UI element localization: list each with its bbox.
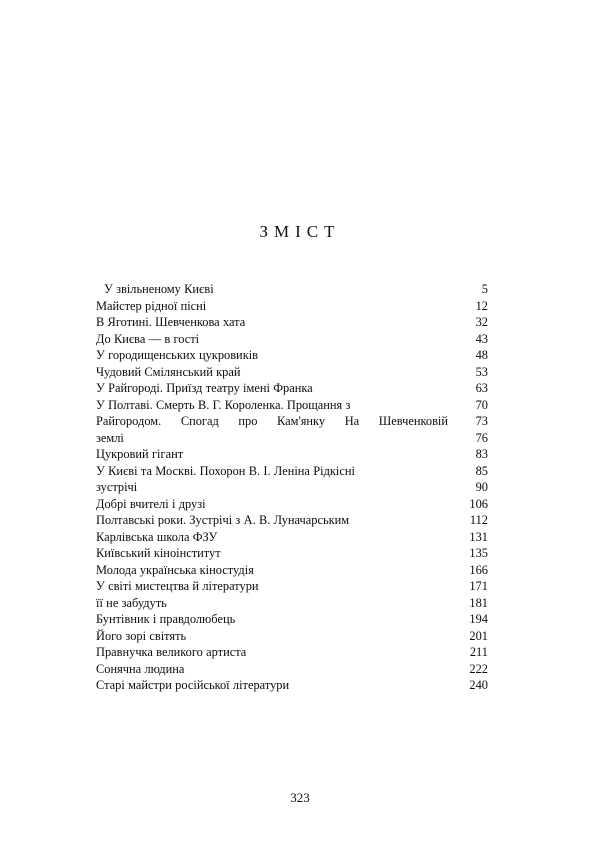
toc-entry-page-number: 135 — [469, 546, 488, 560]
toc-entry-page-number: 63 — [475, 381, 488, 395]
toc-entry-page-number: 32 — [475, 315, 488, 329]
toc-entry-page-number: 83 — [475, 447, 488, 461]
toc-entry-page-number: 90 — [475, 480, 488, 494]
toc-entry[interactable] — [96, 479, 488, 496]
page-number-folio: 323 — [290, 790, 310, 805]
toc-entry-label: Правнучка великого артиста — [96, 645, 247, 659]
toc-entry[interactable] — [96, 644, 488, 661]
toc-entry-label: Київський кіноінститут — [96, 546, 221, 560]
toc-entry[interactable] — [96, 677, 488, 694]
toc-entry[interactable] — [96, 611, 488, 628]
toc-entry-label: У Райгороді. Приїзд театру імені Франка — [96, 381, 313, 395]
toc-entry[interactable] — [96, 347, 488, 364]
toc-entry[interactable] — [96, 661, 488, 678]
toc-entry-page-number: 112 — [469, 513, 488, 527]
toc-entry[interactable] — [96, 496, 488, 513]
toc-entry[interactable] — [96, 331, 488, 348]
toc-entry-page-number: 222 — [469, 661, 488, 676]
toc-entry-label: Добрі вчителі і друзі — [96, 496, 206, 511]
toc-entry-page-number: 106 — [469, 496, 488, 511]
toc-entry-page-number: 201 — [469, 628, 488, 643]
toc-entry-label: До Києва — в гості — [96, 331, 200, 346]
toc-entry-page-number: 85 — [475, 463, 488, 478]
toc-entry-page-number: 211 — [469, 645, 488, 659]
toc-entry[interactable] — [96, 397, 488, 414]
toc-entry-page-number: 181 — [469, 595, 488, 610]
toc-entry[interactable] — [96, 364, 488, 381]
page-title: ЗМІСТ — [259, 222, 341, 241]
toc-entry-label: У світі мистецтва й літератури — [96, 579, 259, 593]
toc-entry[interactable] — [96, 430, 488, 447]
toc-entry[interactable] — [96, 446, 488, 463]
toc-entry[interactable] — [96, 595, 488, 612]
toc-entry-page-number: 171 — [469, 579, 488, 593]
toc-entry-page-number: 166 — [469, 562, 488, 577]
toc-entry-page-number: 5 — [481, 282, 488, 296]
toc-entry[interactable] — [96, 463, 488, 480]
toc-entry-page-number: 70 — [475, 397, 488, 412]
toc-list — [96, 281, 488, 694]
toc-entry-page-number: 131 — [469, 529, 488, 544]
toc-entry-page-number: 73 — [475, 414, 488, 428]
toc-entry-label: Карлівська школа ФЗУ — [96, 529, 218, 544]
toc-entry-page-number: 76 — [475, 430, 488, 445]
toc-entry-label: У Полтаві. Смерть В. Г. Короленка. Прощання з — [96, 397, 351, 412]
toc-entry-label: У звільненому Києві — [104, 282, 214, 296]
toc-entry[interactable] — [96, 529, 488, 546]
toc-entry-page-number: 43 — [475, 331, 488, 346]
toc-entry-label: Полтавські роки. Зустрічі з А. В. Луначарським — [96, 513, 350, 527]
toc-entry[interactable] — [96, 512, 488, 529]
toc-entry-label: Його зорі світять — [96, 628, 187, 643]
toc-entry-label: землі — [96, 430, 124, 445]
toc-entry-label: Старі майстри російської літератури — [96, 678, 290, 692]
toc-entry-label: Чудовий Смілянський край — [96, 364, 241, 379]
toc-entry-label: В Яготині. Шевченкова хата — [96, 315, 246, 329]
toc-entry-label: Сонячна людина — [96, 661, 185, 676]
toc-entry-page-number: 12 — [475, 298, 488, 313]
toc-entry-label: Цукровий гігант — [96, 447, 184, 461]
toc-entry[interactable] — [96, 298, 488, 315]
toc-entry[interactable] — [96, 281, 488, 298]
toc-entry-label: зустрічі — [96, 480, 138, 494]
toc-entry-page-number: 240 — [469, 678, 488, 692]
toc-entry-label: її не забудуть — [96, 595, 167, 610]
toc-entry-page-number: 48 — [475, 348, 488, 362]
toc-entry-label: У городищенських цукровиків — [96, 348, 259, 362]
toc-entry[interactable] — [96, 413, 488, 430]
toc-entry-label: Майстер рідної пісні — [96, 298, 207, 313]
toc-entry[interactable] — [96, 314, 488, 331]
toc-entry[interactable] — [96, 380, 488, 397]
toc-entry-label: Молода українська кіностудія — [96, 562, 254, 577]
toc-entry-label: Бунтівник і правдолюбець — [96, 612, 236, 626]
toc-entry[interactable] — [96, 562, 488, 579]
toc-entry-label: Райгородом. Спогад про Кам'янку На Шевченковій — [96, 414, 448, 428]
toc-entry-label: У Києві та Москві. Похорон В. І. Леніна Рідкісні — [96, 463, 355, 478]
toc-entry[interactable] — [96, 628, 488, 645]
toc-entry[interactable] — [96, 545, 488, 562]
toc-entry-page-number: 53 — [475, 364, 488, 379]
toc-entry-page-number: 194 — [469, 612, 488, 626]
toc-entry[interactable] — [96, 578, 488, 595]
